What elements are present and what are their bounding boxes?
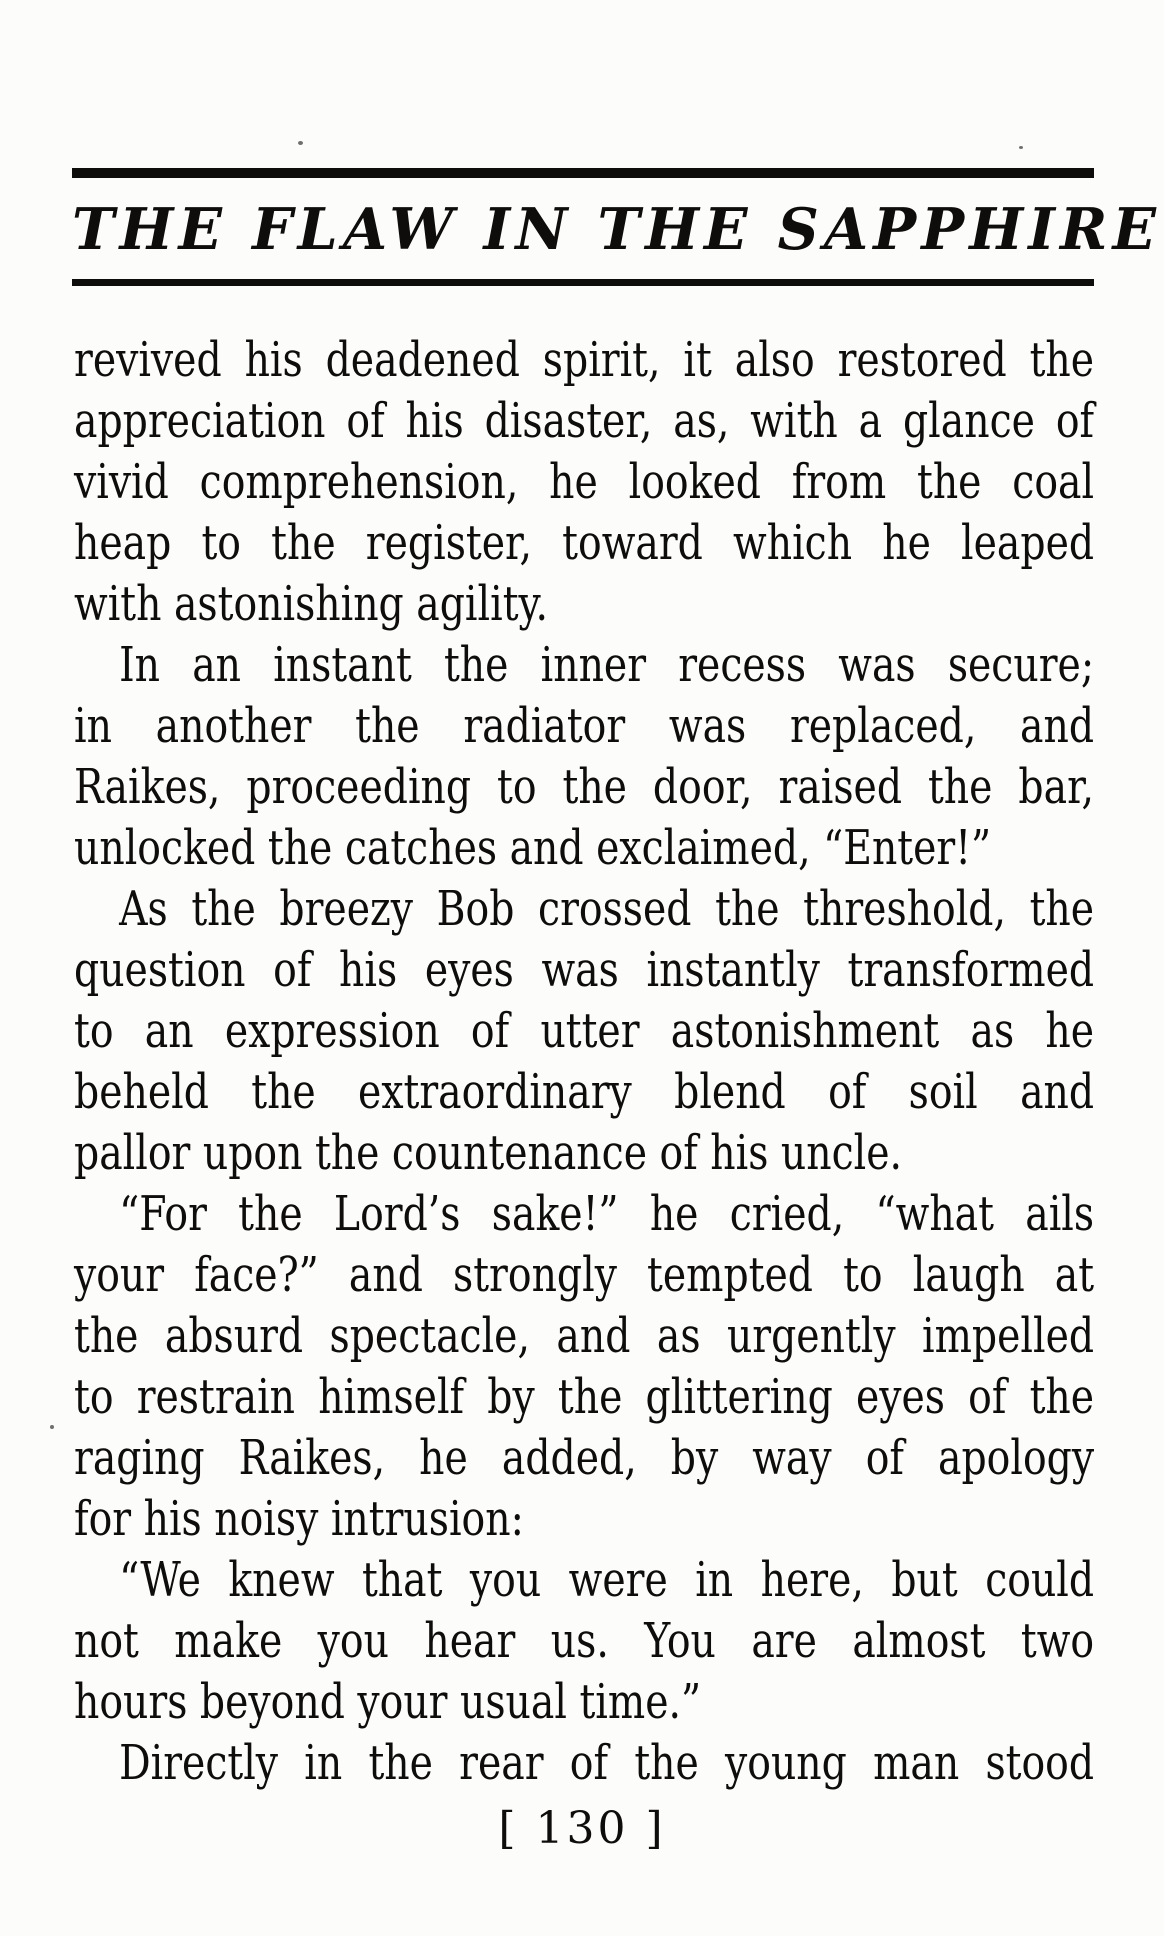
text-line: hours beyond your usual time.” xyxy=(74,1674,702,1730)
scan-speck xyxy=(1019,146,1023,149)
text-line: for his noisy intrusion: xyxy=(74,1491,524,1547)
text-line: Directly in the rear of the young man stood xyxy=(119,1735,1095,1791)
text-line: raging Raikes, he added, by way of apology xyxy=(74,1430,1095,1486)
page-body-text xyxy=(74,330,1094,1794)
text-line: In an instant the inner recess was secure; xyxy=(119,637,1095,693)
paragraph xyxy=(74,635,1094,879)
running-head-title: THE FLAW IN THE SAPPHIRE xyxy=(72,196,1162,263)
text-line: to restrain himself by the glittering eyes of the xyxy=(74,1369,1095,1425)
paragraph xyxy=(74,330,1094,635)
text-line: beheld the extraordinary blend of soil and xyxy=(74,1064,1095,1120)
scan-speck xyxy=(298,141,303,145)
text-line: the absurd spectacle, and as urgently impelled xyxy=(74,1308,1095,1364)
paragraph xyxy=(74,879,1094,1184)
paragraph xyxy=(74,1184,1094,1550)
paragraph xyxy=(74,1733,1094,1794)
text-line: pallor upon the countenance of his uncle. xyxy=(74,1125,903,1181)
paragraph xyxy=(74,1550,1094,1733)
text-line: “For the Lord’s sake!” he cried, “what ails xyxy=(119,1186,1095,1242)
text-line: heap to the register, toward which he leaped xyxy=(74,515,1095,571)
text-line: “We knew that you were in here, but could xyxy=(119,1552,1095,1608)
text-line: revived his deadened spirit, it also restored the xyxy=(74,332,1095,388)
text-line: question of his eyes was instantly transformed xyxy=(74,942,1095,998)
text-line: Raikes, proceeding to the door, raised the bar, xyxy=(74,759,1095,815)
text-line: to an expression of utter astonishment as he xyxy=(74,1003,1095,1059)
text-line: in another the radiator was replaced, and xyxy=(74,698,1095,754)
text-line: appreciation of his disaster, as, with a glance of xyxy=(74,393,1095,449)
scan-speck xyxy=(50,1425,54,1429)
text-line: unlocked the catches and exclaimed, “Enter!” xyxy=(74,820,992,876)
text-line: with astonishing agility. xyxy=(74,576,549,632)
page-number: [ 130 ] xyxy=(498,1803,666,1854)
header-rule-bottom xyxy=(72,279,1094,286)
text-line: not make you hear us. You are almost two xyxy=(74,1613,1095,1669)
text-line: vivid comprehension, he looked from the coal xyxy=(74,454,1095,510)
text-line: As the breezy Bob crossed the threshold, the xyxy=(119,881,1095,937)
text-line: your face?” and strongly tempted to laugh at xyxy=(74,1247,1095,1303)
header-rule-top xyxy=(72,168,1094,178)
